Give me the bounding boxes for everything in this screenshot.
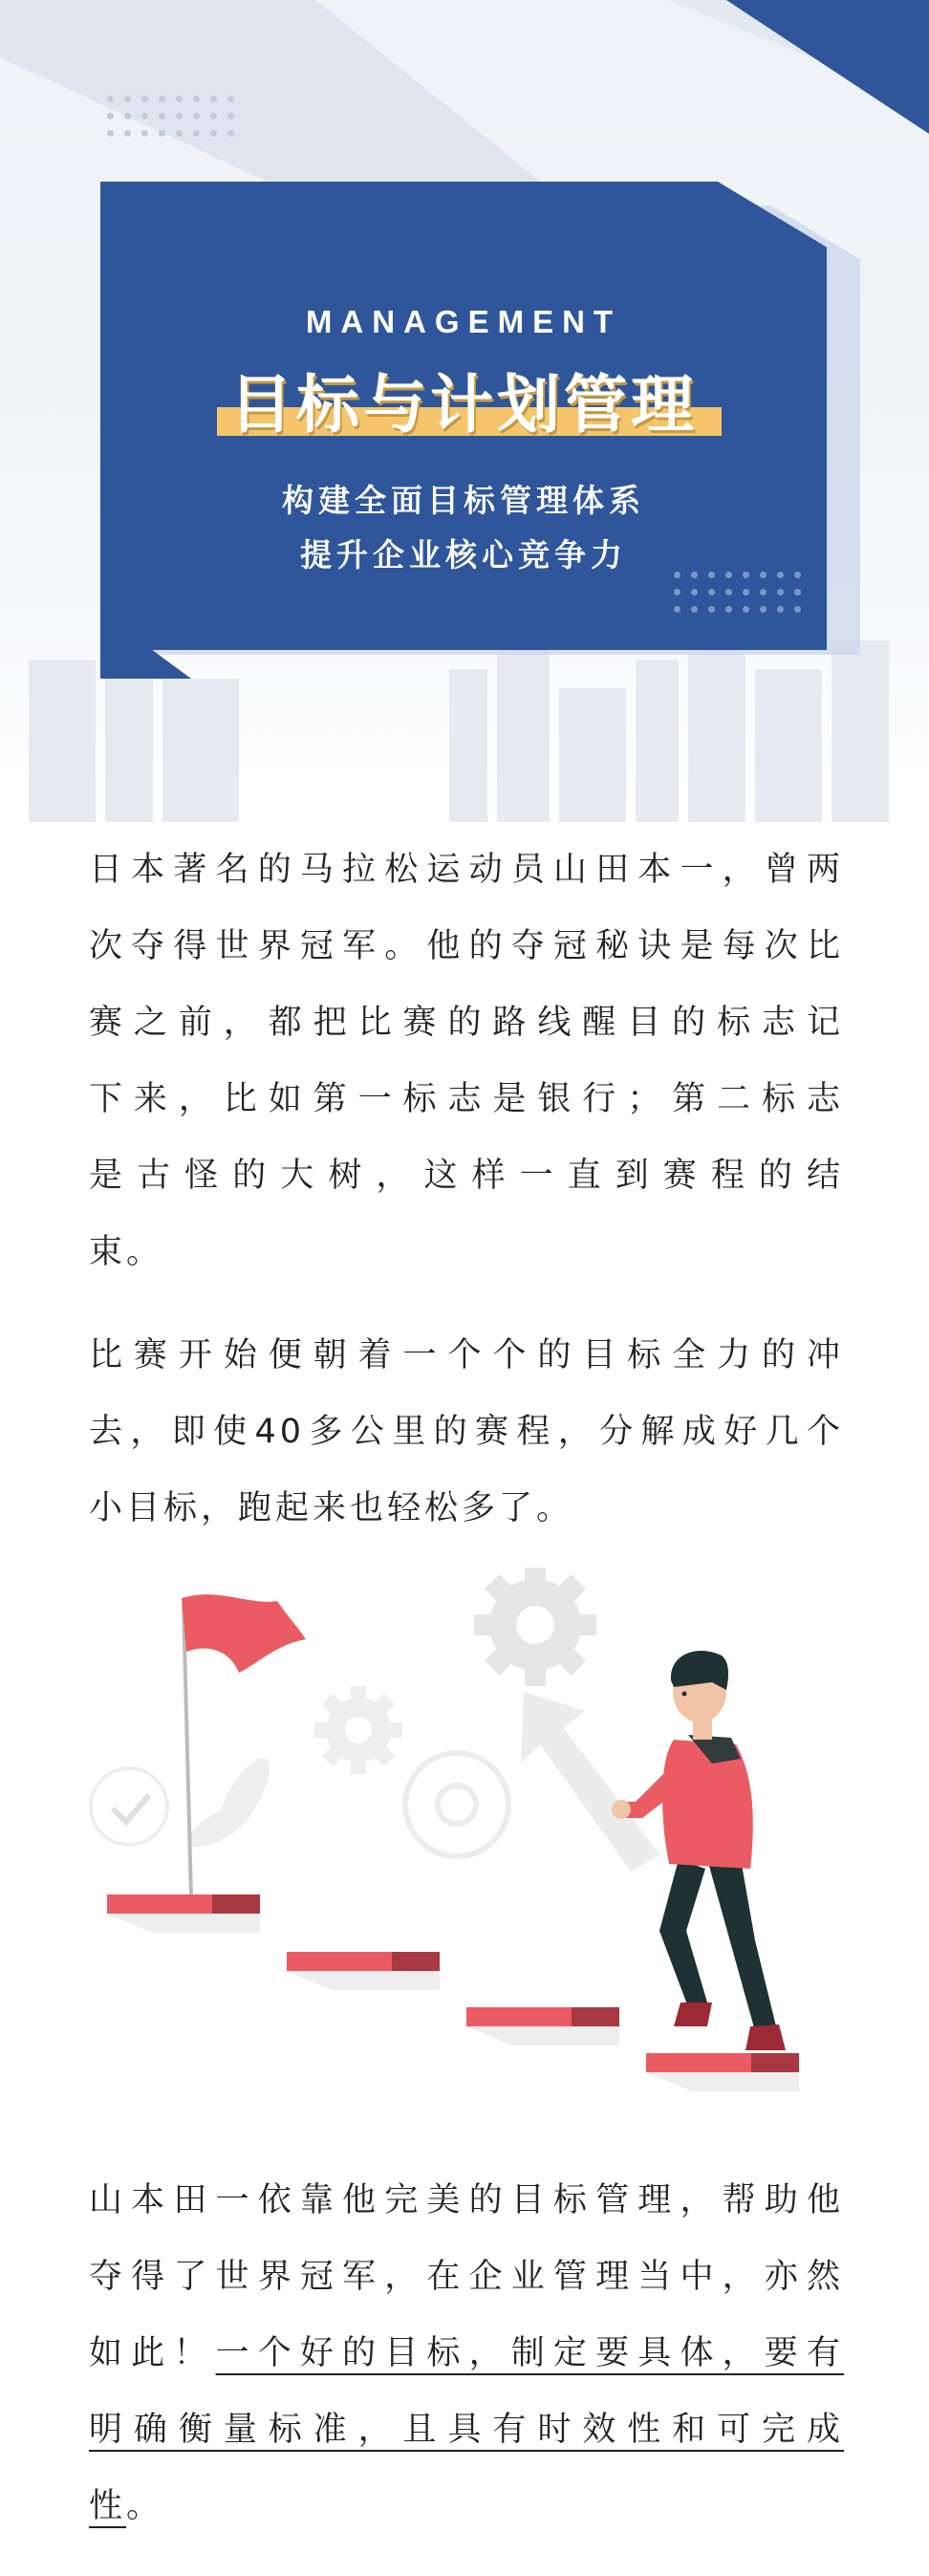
text-line: 次夺得世界冠军。他的夺冠秘诀是每次比 bbox=[89, 927, 844, 965]
underlined-key-point: 一个好的目标，制定要具体，要有 bbox=[215, 2334, 844, 2372]
arrow-icon bbox=[521, 1692, 659, 1872]
paragraph-marathon-story bbox=[89, 832, 844, 1290]
subtitle-line-1: 构建全面目标管理体系 bbox=[282, 482, 645, 519]
text-line bbox=[89, 2315, 844, 2392]
paragraph-small-goals bbox=[89, 1317, 844, 1547]
text-line bbox=[89, 2468, 844, 2544]
text-line: 夺得了世界冠军，在企业管理当中，亦然 bbox=[89, 2258, 844, 2296]
hero-banner bbox=[0, 0, 929, 822]
underlined-key-point: 明确衡量标准，且具有时效性和可完成 bbox=[89, 2411, 844, 2449]
gear-icon bbox=[314, 1686, 402, 1774]
text-segment: 。 bbox=[126, 2487, 164, 2525]
decorative-dot-grid bbox=[107, 96, 234, 137]
paragraph-conclusion bbox=[89, 2162, 844, 2544]
eyebrow-label: MANAGEMENT bbox=[305, 304, 622, 339]
underlined-key-point: 性 bbox=[89, 2487, 127, 2525]
card-dot-grid bbox=[674, 572, 801, 613]
flag-icon bbox=[182, 1594, 306, 1673]
text-line: 小目标，跑起来也轻松多了。 bbox=[89, 1489, 574, 1527]
page-title: 目标与计划管理 bbox=[229, 368, 698, 442]
text-line: 赛之前，都把比赛的路线醒目的标志记 bbox=[89, 1004, 844, 1042]
text-line: 山本田一依靠他完美的目标管理，帮助他 bbox=[89, 2181, 844, 2219]
text-line: 日本著名的马拉松运动员山田本一，曾两 bbox=[89, 851, 844, 889]
subtitle-line-2: 提升企业核心竞争力 bbox=[300, 536, 627, 574]
gear-outline-icon bbox=[405, 1753, 508, 1856]
text-line: 比赛开始便朝着一个个的目标全力的冲 bbox=[89, 1336, 844, 1375]
check-pin-icon bbox=[91, 1768, 167, 1845]
text-segment: 如此！ bbox=[89, 2334, 216, 2372]
gear-icon bbox=[474, 1568, 596, 1686]
text-line: 下来，比如第一标志是银行；第二标志 bbox=[89, 1080, 844, 1118]
stairs-goal-illustration bbox=[0, 1568, 929, 2122]
text-line: 去，即使40多公里的赛程，分解成好几个 bbox=[89, 1413, 844, 1451]
leaf-icon bbox=[182, 1751, 279, 1855]
text-line: 是古怪的大树，这样一直到赛程的结 bbox=[89, 1157, 844, 1195]
text-line: 束。 bbox=[89, 1233, 164, 1271]
